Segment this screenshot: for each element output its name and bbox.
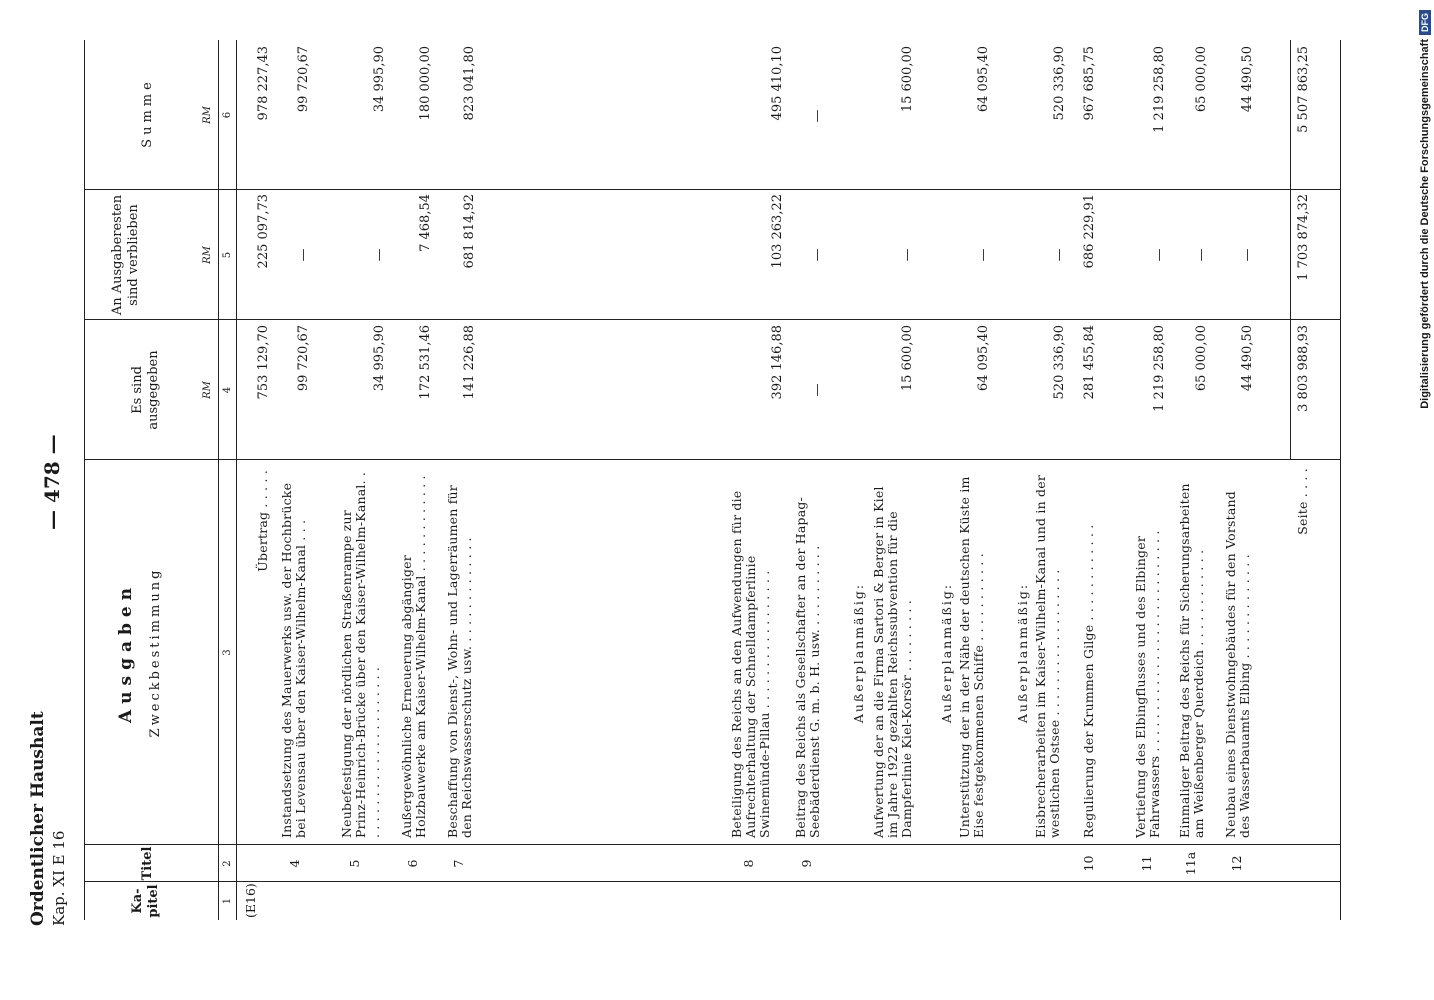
row-titel: 11a <box>1183 851 1198 876</box>
unit-label-6: RM <box>202 106 213 124</box>
row-amount-remaining: — <box>1240 248 1255 262</box>
row-titel: 10 <box>1081 855 1096 872</box>
row-description: Außergewöhnliche Erneuerung abgängiger Holzbauwerke am Kaiser-Wilhelm-Kanal . . . . . . . . . . . . <box>399 475 428 838</box>
section-label: Außerplanmäßig: <box>1015 582 1030 724</box>
total-rule <box>1290 40 1291 460</box>
row-amount-spent: 172 531,46 <box>418 325 433 400</box>
row-amount-total: 99 720,67 <box>296 46 311 113</box>
header-number-rule <box>218 40 219 920</box>
col-header-ausgaben: Ausgaben <box>116 581 136 724</box>
col-number-1: 1 <box>222 897 233 905</box>
row-amount-spent: 65 000,00 <box>1194 325 1209 392</box>
row-amount-remaining: 103 263,22 <box>770 194 785 269</box>
row-amount-spent: — <box>810 383 825 397</box>
row-amount-remaining: 681 814,92 <box>462 194 477 269</box>
row-amount-remaining: — <box>1194 248 1209 262</box>
section-label: Außerplanmäßig: <box>851 582 866 724</box>
row-description: Eisbrecherarbeiten im Kaiser-Wilhelm-Kanal und in der westlichen Ostsee . . . . . . . . . . . . . . . . . . <box>1033 474 1062 838</box>
row-amount-total: 823 041,80 <box>462 46 477 121</box>
row-description: Neubefestigung der nördlichen Straßenrampe zur Prinz-Heinrich-Brücke über den Kaiser-Wilhelm-Kanal. . . . . . . . . . . . . . . . . . . . . . . <box>339 471 382 838</box>
row-amount-remaining: — <box>1152 248 1167 262</box>
row-description: Unterstützung der in der Nähe der deutschen Küste im Eise festgekommenen Schiffe . . . . . . . . . . . <box>957 476 986 838</box>
row-amount-remaining: — <box>1052 248 1067 262</box>
unit-label-5: RM <box>202 246 213 264</box>
row-description: Instandsetzung des Mauerwerks usw. der Hochbrücke bei Levensau über den Kaiser-Wilhelm-Kanal . . . <box>279 482 308 838</box>
col-header-titel: Titel <box>140 846 155 881</box>
row-amount-remaining: — <box>296 248 311 262</box>
row-amount-total: 15 600,00 <box>900 46 915 113</box>
page-title: Ordentlicher Haushalt <box>28 711 48 926</box>
row-amount-spent: 15 600,00 <box>900 325 915 392</box>
col-header-summe: Summe <box>140 78 155 148</box>
row-description: Aufwertung der an die Firma Sartori & Berger in Kiel im Jahre 1922 gezahlten Reichssubvention für die Dampferlinie Kiel-Korsör . . . . . . . . . <box>871 486 914 838</box>
row-amount-spent: 1 219 258,80 <box>1152 325 1167 412</box>
row-description: Beschaffung von Dienst-, Wohn- und Lagerräumen für den Reichswasserschutz usw. . . . . . . . . . . . . . <box>445 485 474 838</box>
page-number: — 478 — <box>40 434 64 530</box>
row-amount-remaining: — <box>372 248 387 262</box>
row-amount-remaining: — <box>976 248 991 262</box>
row-amount-remaining: 225 097,73 <box>256 194 271 269</box>
col-number-4: 4 <box>222 386 233 394</box>
total-amount-total: 5 507 863,25 <box>1296 46 1311 133</box>
col-header-reste: An Ausgaberesten sind verblieben <box>110 194 141 316</box>
header-bottom-rule <box>236 40 237 920</box>
total-amount-spent: 3 803 988,93 <box>1296 325 1311 412</box>
row-titel: 6 <box>405 859 420 868</box>
row-amount-total: 978 227,43 <box>256 46 271 121</box>
row-amount-total: 64 095,40 <box>976 46 991 113</box>
row-amount-spent: 520 336,90 <box>1052 325 1067 400</box>
row-amount-total: 495 410,10 <box>770 46 785 121</box>
col-number-6: 6 <box>222 111 233 119</box>
row-titel: 4 <box>287 859 302 868</box>
row-amount-remaining: 686 229,91 <box>1082 194 1097 269</box>
row-kapitel: (E16) <box>243 883 258 918</box>
col-header-kapitel: Ka-pitel <box>130 884 161 918</box>
row-amount-remaining: — <box>810 248 825 262</box>
row-description: Einmaliger Beitrag des Reichs für Sicherungsarbeiten am Weißenberger Querdeich . . . . . . . . . . . . <box>1177 483 1206 838</box>
row-titel: 9 <box>799 859 814 868</box>
row-titel: 7 <box>451 859 466 868</box>
col-header-ausgegeben: Es sind ausgegeben <box>130 350 161 430</box>
row-titel: 12 <box>1229 855 1244 872</box>
dfg-watermark-text: Digitalisierung gefördert durch die Deutsche Forschungsgemeinschaft <box>1419 39 1431 409</box>
row-amount-spent: 753 129,70 <box>256 325 271 400</box>
row-amount-total: — <box>810 109 825 123</box>
row-description: Beteiligung des Reichs an den Aufwendungen für die Aufrechterhaltung der Schnelldampferlinie Swinemünde-Pillau . . . . . . . . . . . . . . . . . <box>729 490 772 838</box>
row-amount-total: 967 685,75 <box>1082 46 1097 121</box>
row-amount-spent: 392 146,88 <box>770 325 785 400</box>
row-titel: 5 <box>347 859 362 868</box>
row-description: Regulierung der Krummen Gilge . . . . . . . . . . . . <box>1081 524 1096 838</box>
row-amount-total: 180 000,00 <box>418 46 433 121</box>
col-number-5: 5 <box>222 251 233 259</box>
row-description: Neubau eines Dienstwohngebäudes für den Vorstand des Wasserbauamts Elbing . . . . . . . . . . . . . <box>1223 491 1252 838</box>
row-amount-total: 520 336,90 <box>1052 46 1067 121</box>
dfg-logo: DFG <box>1419 10 1431 35</box>
row-amount-spent: 99 720,67 <box>296 325 311 392</box>
row-amount-spent: 34 995,90 <box>372 325 387 392</box>
row-amount-spent: 44 490,50 <box>1240 325 1255 392</box>
col-header-zweck: Zweckbestimmung <box>148 567 163 738</box>
row-description: Übertrag . . . . . <box>255 470 270 572</box>
row-amount-spent: 281 455,84 <box>1082 325 1097 400</box>
table-top-rule <box>84 40 85 920</box>
row-titel: 8 <box>741 859 756 868</box>
row-titel: 11 <box>1139 855 1154 872</box>
total-label: Seite . . . . <box>1295 468 1310 535</box>
table-bottom-rule <box>1340 40 1341 920</box>
row-amount-remaining: — <box>900 248 915 262</box>
col-divider-5 <box>84 189 1340 190</box>
row-amount-total: 34 995,90 <box>372 46 387 113</box>
unit-label-4: RM <box>202 381 213 399</box>
section-label: Außerplanmäßig: <box>939 582 954 724</box>
dfg-watermark <box>1415 10 1434 990</box>
col-divider-3 <box>84 459 1340 460</box>
row-amount-spent: 64 095,40 <box>976 325 991 392</box>
row-amount-remaining: 7 468,54 <box>418 194 433 252</box>
row-description: Beitrag des Reichs als Gesellschafter an der Hapag-Seebäderdienst G. m. b. H. usw. . . . . . . . . . . <box>793 496 822 838</box>
row-amount-total: 65 000,00 <box>1194 46 1209 113</box>
row-amount-spent: 141 226,88 <box>462 325 477 400</box>
col-number-2: 2 <box>222 860 233 867</box>
total-amount-remaining: 1 703 874,32 <box>1296 194 1311 281</box>
row-amount-total: 44 490,50 <box>1240 46 1255 113</box>
row-description: Vertiefung des Elbingflusses und des Elbinger Fahrwassers . . . . . . . . . . . . . . . . . . . . . . . . . . . <box>1133 530 1162 838</box>
col-divider-4 <box>84 319 1340 320</box>
chapter-label: Kap. XI E 16 <box>50 830 68 926</box>
row-amount-total: 1 219 258,80 <box>1152 46 1167 133</box>
col-number-3: 3 <box>222 649 233 656</box>
